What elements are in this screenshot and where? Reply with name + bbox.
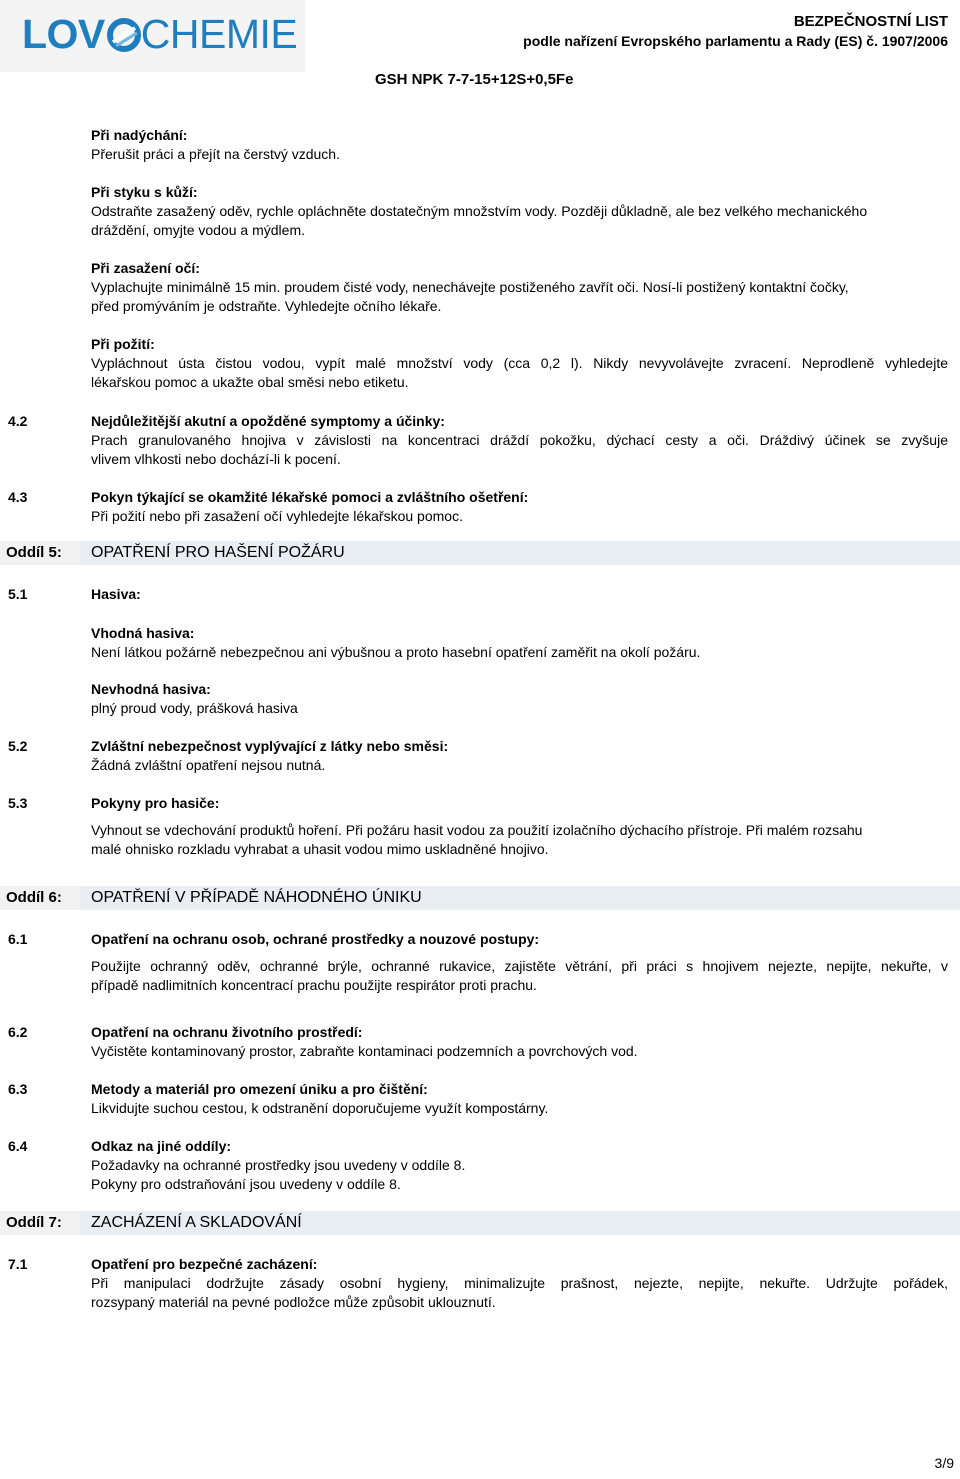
logo-mark-icon (107, 18, 141, 52)
eye-text-line-2: před promýváním je odstraňte. Vyhledejte očního lékaře. (91, 298, 442, 314)
section-6-title: OPATŘENÍ V PŘÍPADĚ NÁHODNÉHO ÚNIKU (91, 889, 422, 906)
subsection-heading-6-4: Odkaz na jiné oddíly: (91, 1138, 232, 1154)
page-number: 3/9 (934, 1455, 954, 1471)
unsuitable-media-text: plný proud vody, prášková hasiva (91, 700, 298, 716)
subsection-number-6-2: 6.2 (8, 1024, 28, 1040)
subsection-number-5-2: 5.2 (8, 738, 28, 754)
subsection-text-4-2-line-2: vlivem vlhkosti nebo dochází-li k pocení. (91, 451, 341, 467)
subsection-text-6-1-line-2: případě nadlimitních koncentrací prachu použijte respirátor proti prachu. (91, 977, 537, 993)
subsection-heading-4-2: Nejdůležitější akutní a opožděné symptomy a účinky: (91, 413, 445, 429)
subsection-text-6-2: Vyčistěte kontaminovaný prostor, zabraňte kontaminaci podzemních a povrchových vod. (91, 1043, 638, 1059)
subsection-heading-5-3: Pokyny pro hasiče: (91, 795, 220, 811)
skin-text-line-2: dráždění, omyjte vodou a mýdlem. (91, 222, 305, 238)
regulation-reference: podle nařízení Evropského parlamentu a Rady (ES) č. 1907/2006 (523, 33, 948, 49)
subsection-number-6-4: 6.4 (8, 1138, 28, 1154)
document-title: BEZPEČNOSTNÍ LIST (793, 13, 948, 30)
suitable-media-heading: Vhodná hasiva: (91, 625, 195, 641)
subsection-text-7-1-line-2: rozsypaný materiál na pevné podložce může způsobit uklouznutí. (91, 1294, 496, 1310)
skin-text-line-1: Odstraňte zasažený oděv, rychle opláchněte dostatečným množstvím vody. Později důkladně, ale bez velkého mechanického (91, 203, 868, 219)
subsection-heading-7-1: Opatření pro bezpečné zacházení: (91, 1256, 318, 1272)
subsection-number-5-1: 5.1 (8, 586, 28, 602)
subsection-text-6-4-line-1: Požadavky na ochranné prostředky jsou uvedeny v oddíle 8. (91, 1157, 466, 1173)
subsection-number-7-1: 7.1 (8, 1256, 28, 1272)
subsection-number-4-2: 4.2 (8, 413, 28, 429)
subsection-number-4-3: 4.3 (8, 489, 28, 505)
subsection-heading-4-3: Pokyn týkající se okamžité lékařské pomoci a zvláštního ošetření: (91, 489, 529, 505)
company-logo (0, 0, 305, 72)
ingestion-text-line-1: Vypláchnout ústa čistou vodou, vypít malé množství vody (cca 0,2 l). Nikdy nevyvolávejte zvracení. Neprodleně vyhledejte (91, 355, 948, 371)
subsection-text-5-3-line-1: Vyhnout se vdechování produktů hoření. Při požáru hasit vodou za použití izolačního dýchacího přístroje. Při malém rozsahu (91, 822, 863, 838)
unsuitable-media-heading: Nevhodná hasiva: (91, 681, 211, 697)
subsection-text-7-1-line-1: Při manipulaci dodržujte zásady osobní hygieny, minimalizujte prašnost, nejezte, nepijte, nekuřte. Udržujte pořádek, (91, 1275, 948, 1291)
logo-text-chemie: CHEMIE (140, 11, 298, 57)
suitable-media-text: Není látkou požárně nebezpečnou ani výbušnou a proto hasební opatření zaměřit na okolí požáru. (91, 644, 701, 660)
subsection-number-5-3: 5.3 (8, 795, 28, 811)
subsection-text-6-3: Likvidujte suchou cestou, k odstranění doporučujeme využít kompostárny. (91, 1100, 549, 1116)
subsection-heading-5-2: Zvláštní nebezpečnost vyplývající z látky nebo směsi: (91, 738, 449, 754)
section-5-title: OPATŘENÍ PRO HAŠENÍ POŽÁRU (91, 544, 345, 561)
product-name: GSH NPK 7-7-15+12S+0,5Fe (375, 71, 574, 88)
logo-text-lov: LOV (22, 11, 105, 57)
subsection-text-5-3-line-2: malé ohnisko rozkladu vyhrabat a uhasit vodou mimo uskladněné hnojivo. (91, 841, 549, 857)
subsection-heading-5-1: Hasiva: (91, 586, 141, 602)
subsection-number-6-3: 6.3 (8, 1081, 28, 1097)
inhalation-heading: Při nadýchání: (91, 127, 188, 143)
eye-heading: Při zasažení očí: (91, 260, 200, 276)
subsection-number-6-1: 6.1 (8, 931, 28, 947)
subsection-text-5-2: Žádná zvláštní opatření nejsou nutná. (91, 757, 326, 773)
skin-heading: Při styku s kůží: (91, 184, 198, 200)
subsection-text-4-3: Při požití nebo při zasažení očí vyhledejte lékařskou pomoc. (91, 508, 463, 524)
subsection-heading-6-3: Metody a materiál pro omezení úniku a pro čištění: (91, 1081, 428, 1097)
section-7-label: Oddíl 7: (6, 1214, 62, 1231)
section-5-label: Oddíl 5: (6, 544, 62, 561)
inhalation-text: Přerušit práci a přejít na čerstvý vzduch. (91, 146, 340, 162)
eye-text-line-1: Vyplachujte minimálně 15 min. proudem čisté vody, nenechávejte postiženého zavřít oči. Nosí-li postižený kontaktní čočky, (91, 279, 849, 295)
subsection-text-6-1-line-1: Použijte ochranný oděv, ochranné brýle, ochranné rukavice, zajistěte větrání, při práci s hnojivem nejezte, nepijte, nekuřte, v (91, 958, 948, 974)
section-6-label: Oddíl 6: (6, 889, 62, 906)
ingestion-heading: Při požití: (91, 336, 155, 352)
section-7-title: ZACHÁZENÍ A SKLADOVÁNÍ (91, 1214, 302, 1231)
ingestion-text-line-2: lékařskou pomoc a ukažte obal směsi nebo etiketu. (91, 374, 409, 390)
subsection-text-4-2-line-1: Prach granulovaného hnojiva v závislosti na koncentraci dráždí pokožku, dýchací cesty a oči. Dráždivý účinek se zvyšuje (91, 432, 948, 448)
subsection-text-6-4-line-2: Pokyny pro odstraňování jsou uvedeny v oddíle 8. (91, 1176, 401, 1192)
subsection-heading-6-1: Opatření na ochranu osob, ochrané prostředky a nouzové postupy: (91, 931, 540, 947)
subsection-heading-6-2: Opatření na ochranu životního prostředí: (91, 1024, 363, 1040)
